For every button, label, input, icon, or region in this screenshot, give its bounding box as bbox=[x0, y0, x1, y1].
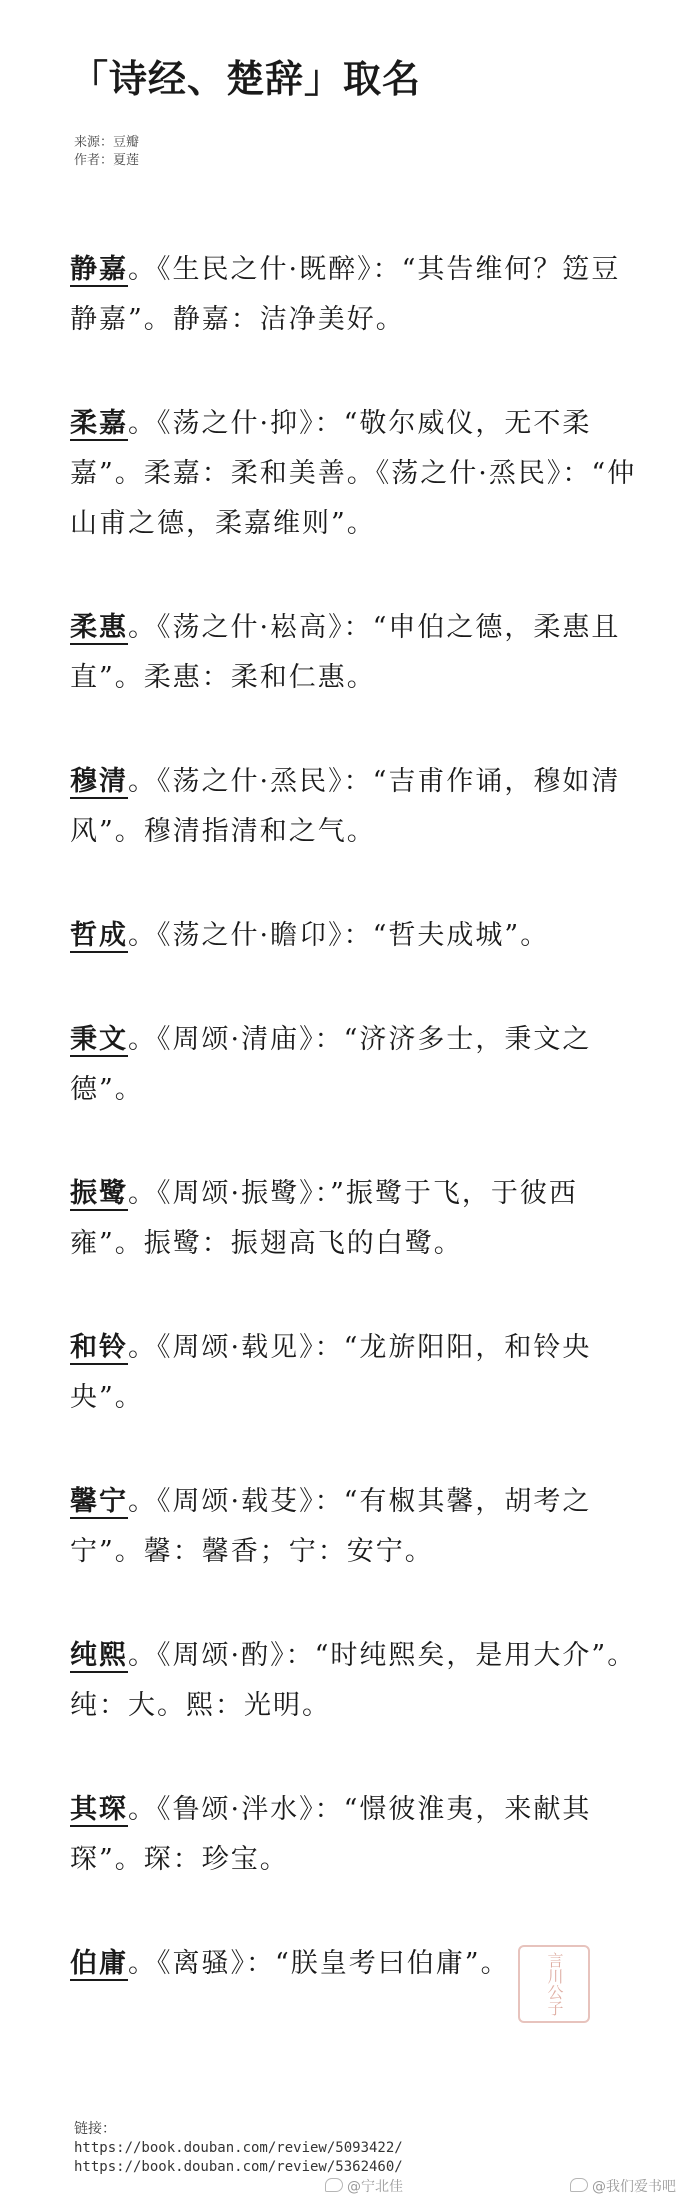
name-entry bbox=[70, 1631, 645, 1731]
author-line: 作者：夏莲 bbox=[74, 153, 140, 168]
weibo-icon bbox=[570, 2178, 588, 2192]
entry-name: 振鹭 bbox=[70, 1178, 128, 1209]
entry-name: 其琛 bbox=[70, 1794, 128, 1825]
name-entry bbox=[70, 911, 645, 961]
entry-text: 。《周颂·振鹭》：”振鹭于飞，于彼西雍”。振鹭：振翅高飞的白鹭。 bbox=[70, 1178, 578, 1259]
name-entry bbox=[70, 1169, 645, 1269]
entry-name: 静嘉 bbox=[70, 254, 128, 285]
entry-text: 。《荡之什·抑》：“敬尔威仪，无不柔嘉”。柔嘉：柔和美善。《荡之什·烝民》：“仲山甫之德，柔嘉维则”。 bbox=[70, 408, 637, 539]
name-entry bbox=[70, 1477, 645, 1577]
entry-name: 秉文 bbox=[70, 1024, 128, 1055]
entry-name: 柔嘉 bbox=[70, 408, 128, 439]
entry-name: 哲成 bbox=[70, 920, 128, 951]
entry-text: 。《周颂·载见》：“龙旂阳阳，和铃央央”。 bbox=[70, 1332, 592, 1413]
link-footer bbox=[74, 2120, 403, 2177]
entry-text: 。《周颂·清庙》：“济济多士，秉文之德”。 bbox=[70, 1024, 592, 1105]
entry-name: 伯庸 bbox=[70, 1948, 128, 1979]
watermark-text: @宁北佳 bbox=[347, 2179, 403, 2195]
entry-name: 纯熙 bbox=[70, 1640, 128, 1671]
review-link[interactable]: https://book.douban.com/review/5362460/ bbox=[74, 2159, 403, 2175]
entry-text: 。《荡之什·烝民》：“吉甫作诵，穆如清风”。穆清指清和之气。 bbox=[70, 766, 621, 847]
entry-name: 馨宁 bbox=[70, 1486, 128, 1517]
name-entry bbox=[70, 399, 645, 549]
name-entry bbox=[70, 1015, 645, 1115]
entry-text: 。《荡之什·瞻卬》：“哲夫成城”。 bbox=[128, 920, 550, 951]
name-entry-list bbox=[70, 245, 645, 2043]
weibo-icon bbox=[325, 2178, 343, 2192]
entry-text: 。《荡之什·崧高》：“申伯之德，柔惠且直”。柔惠：柔和仁惠。 bbox=[70, 612, 621, 693]
entry-name: 柔惠 bbox=[70, 612, 128, 643]
source-line: 来源：豆瓣 bbox=[74, 135, 140, 150]
watermark-text: @我们爱书吧 bbox=[592, 2179, 676, 2195]
red-seal-stamp: 言川公子 bbox=[518, 1945, 590, 2023]
name-entry bbox=[70, 603, 645, 703]
entry-name: 穆清 bbox=[70, 766, 128, 797]
entry-text: 。《离骚》：“朕皇考曰伯庸”。 bbox=[128, 1948, 510, 1979]
entry-text: 。《生民之什·既醉》：“其告维何？笾豆静嘉”。静嘉：洁净美好。 bbox=[70, 254, 621, 335]
name-entry bbox=[70, 1785, 645, 1885]
weibo-watermark-right bbox=[570, 2176, 676, 2196]
link-label: 链接： bbox=[74, 2121, 116, 2137]
article-meta bbox=[74, 134, 139, 170]
name-entry bbox=[70, 1323, 645, 1423]
name-entry bbox=[70, 245, 645, 345]
entry-text: 。《周颂·酌》：“时纯熙矣，是用大介”。纯：大。熙：光明。 bbox=[70, 1640, 637, 1721]
entry-text: 。《鲁颂·泮水》：“憬彼淮夷，来献其琛”。琛：珍宝。 bbox=[70, 1794, 592, 1875]
review-link[interactable]: https://book.douban.com/review/5093422/ bbox=[74, 2140, 403, 2156]
name-entry bbox=[70, 757, 645, 857]
weibo-watermark-left bbox=[325, 2176, 403, 2196]
page-title: 「诗经、楚辞」取名 bbox=[70, 57, 422, 101]
entry-text: 。《周颂·载芟》：“有椒其馨，胡考之宁”。馨：馨香；宁：安宁。 bbox=[70, 1486, 592, 1567]
entry-name: 和铃 bbox=[70, 1332, 128, 1363]
